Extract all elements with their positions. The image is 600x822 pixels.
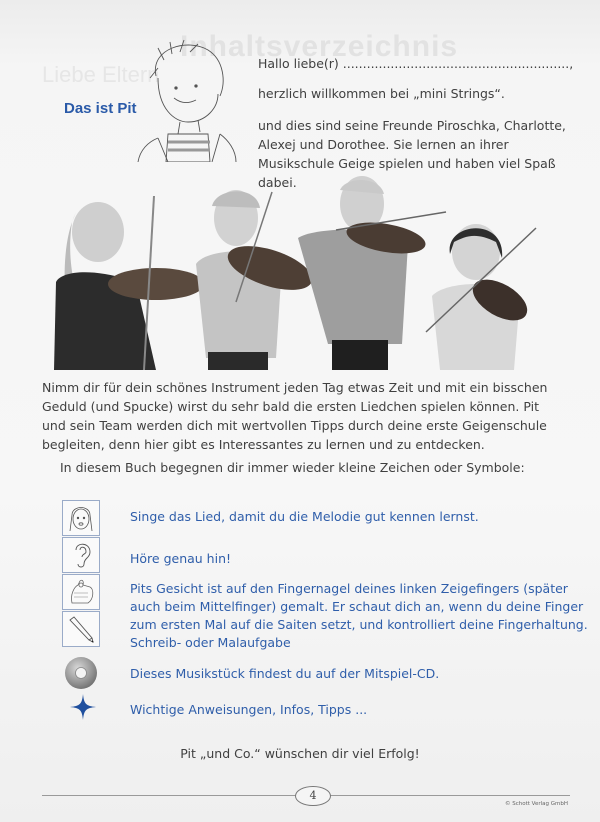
- bleed-through-title: Inhaltsverzeichnis: [180, 30, 459, 63]
- children-violin-photo: [36, 172, 566, 370]
- symbols-intro-text: In diesem Buch begegnen dir immer wieder kleine Zeichen oder Symbole:: [60, 460, 525, 475]
- symbol-star-text: Wichtige Anweisungen, Infos, Tipps ...: [130, 702, 368, 717]
- symbol-cd-text: Dieses Musikstück findest du auf der Mitspiel-CD.: [130, 666, 440, 681]
- star-icon: [70, 694, 96, 720]
- symbol-finger-text: Pits Gesicht ist auf den Fingernagel deines linken Zeigefingers (später auch beim Mittelfinger) gemalt. Er schaut dich an, wenn du deine Finger zum ersten Mal auf die Saiten setzt, und kontrolliert deine Fingerhaltung.: [130, 581, 588, 632]
- symbol-pencil-text: Schreib- oder Malaufgabe: [130, 635, 291, 650]
- intro-paragraph: Nimm dir für dein schönes Instrument jeden Tag etwas Zeit und mit ein bisschen Geduld (und Spucke) wirst du sehr bald die ersten Liedchen spielen können. Pit und sein Team werden dich mit wertvollen Tipps durch deine erste Geigenschule begleiten, denn hier gibt es Interessantes zu lernen und zu entdecken.: [42, 380, 548, 452]
- copyright-notice: © Schott Verlag GmbH: [504, 801, 568, 807]
- bleed-through-subtitle: Liebe Eltern: [42, 62, 160, 87]
- child-3: [298, 176, 446, 370]
- singing-face-icon: [62, 500, 100, 536]
- friends-text: und dies sind seine Freunde Piroschka, Charlotte, Alexej und Dorothee. Sie lernen an ihrer Musikschule Geige spielen und haben viel Spaß dabei.: [258, 118, 566, 190]
- pit-illustration: [128, 38, 238, 162]
- child-1: [54, 196, 204, 370]
- welcome-text: herzlich willkommen bei „mini Strings“.: [258, 86, 505, 101]
- pencil-icon: [62, 611, 100, 647]
- ear-icon: [62, 537, 100, 573]
- child-4: [426, 224, 536, 370]
- pit-label: Das ist Pit: [64, 100, 137, 117]
- greeting-line: Hallo liebe(r) .........................................................,: [258, 56, 574, 71]
- symbol-singing-text: Singe das Lied, damit du die Melodie gut kennen lernst.: [130, 509, 479, 524]
- page-number: 4: [295, 786, 331, 806]
- child-2: [196, 190, 317, 370]
- symbol-ear-text: Höre genau hin!: [130, 551, 232, 566]
- symbol-icons: [62, 500, 110, 648]
- finger-face-icon: [62, 574, 100, 610]
- closing-line: Pit „und Co.“ wünschen dir viel Erfolg!: [180, 746, 420, 761]
- cd-icon: [64, 656, 98, 690]
